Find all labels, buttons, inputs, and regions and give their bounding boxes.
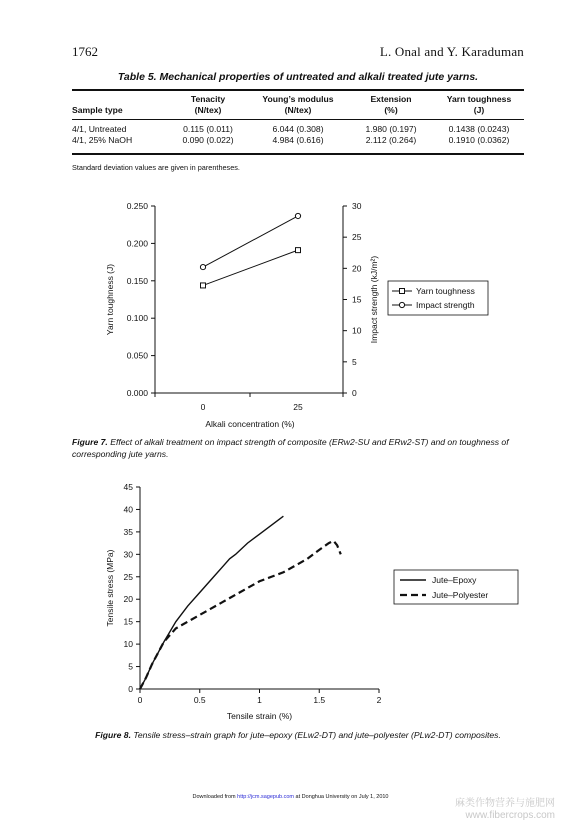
- table-cell: 4/1, Untreated: [72, 123, 127, 134]
- footer-link[interactable]: http://jcm.sagepub.com: [237, 794, 295, 800]
- column-header: Young’s modulus (N/tex): [262, 94, 334, 115]
- table-row: [72, 135, 524, 147]
- column-header: Yarn toughness (J): [446, 94, 512, 115]
- figure-7-caption-text: Effect of alkali treatment on impact strength of composite (ERw2-SU and ERw2-ST) and on toughness of corresponding jute yarns.: [72, 437, 509, 459]
- y-tick-label-right: 10: [352, 325, 362, 336]
- figure-7-label: Figure 7.: [72, 437, 108, 447]
- y-tick-label: 20: [123, 594, 133, 605]
- figure-8-label: Figure 8.: [95, 730, 131, 740]
- y-axis-label-right: Impact strength (kJ/m²): [369, 255, 379, 344]
- y-tick-label: 25: [123, 571, 133, 582]
- table-cell: 6.044 (0.308): [272, 123, 324, 134]
- y-tick-label: 10: [123, 639, 133, 650]
- table-bottom-rule: [72, 153, 524, 155]
- x-tick-label: 0.5: [193, 695, 206, 705]
- column-header: Extension (%): [370, 94, 412, 115]
- y-tick-label-left: 0.250: [126, 201, 148, 211]
- watermark: [455, 798, 555, 822]
- x-axis-label: Alkali concentration (%): [205, 419, 295, 429]
- series-line-yarn-toughness: [203, 250, 298, 285]
- running-header-authors: L. Onal and Y. Karaduman: [379, 44, 524, 59]
- x-tick-label: 0: [137, 695, 143, 705]
- x-tick-label: 25: [293, 402, 303, 412]
- table-cell: 0.1438 (0.0243): [448, 123, 510, 134]
- table-cell: 2.112 (0.264): [365, 135, 417, 146]
- series-line-impact-strength: [203, 216, 298, 267]
- data-point: [296, 248, 301, 253]
- data-point: [201, 283, 206, 288]
- figure-8-caption: [72, 729, 524, 741]
- data-point: [295, 213, 300, 218]
- x-tick-label: 1.5: [313, 695, 326, 705]
- figure-7-caption: [72, 436, 524, 460]
- y-tick-label-left: 0.200: [126, 238, 148, 249]
- x-tick-label: 1: [257, 695, 262, 705]
- table-cell: 0.115 (0.011): [183, 123, 233, 134]
- y-tick-label-right: 30: [352, 201, 362, 211]
- y-tick-label-left: 0.150: [126, 275, 148, 286]
- x-tick-label: 2: [376, 695, 382, 705]
- legend-label: Yarn toughness: [416, 286, 475, 296]
- watermark-line-2: www.fibercrops.com: [465, 810, 555, 821]
- series-line-jute-epoxy: [140, 516, 283, 689]
- figure-8-caption-text: Tensile stress–strain graph for jute–epoxy (ELw2-DT) and jute–polyester (PLw2-DT) composites.: [133, 730, 501, 740]
- data-point: [200, 264, 205, 269]
- column-header: Sample type: [72, 105, 123, 115]
- figure-8-chart: [0, 475, 581, 730]
- y-axis-label: Tensile stress (MPa): [105, 549, 115, 627]
- series-line-jute-polyester: [140, 541, 341, 689]
- footer-prefix: Downloaded from: [192, 794, 236, 800]
- y-axis-label-left: Yarn toughness (J): [105, 263, 115, 336]
- x-tick-label: 0: [200, 402, 206, 412]
- y-tick-label-right: 5: [352, 356, 357, 367]
- table-cell: 0.090 (0.022): [182, 135, 234, 146]
- y-tick-label-right: 15: [352, 294, 362, 305]
- table-note: Standard deviation values are given in parentheses.: [72, 163, 240, 172]
- properties-table: [72, 94, 524, 147]
- y-tick-label: 45: [123, 482, 133, 492]
- y-tick-label: 30: [123, 549, 133, 560]
- table-caption: Table 5. Mechanical properties of untreated and alkali treated jute yarns.: [117, 71, 479, 83]
- table-row: [72, 124, 524, 136]
- y-tick-label: 40: [123, 504, 133, 515]
- legend-marker: [399, 302, 404, 307]
- y-tick-label-right: 0: [352, 388, 357, 398]
- table-top-rule: [72, 89, 524, 91]
- figure-7-chart: [0, 190, 581, 435]
- legend-label: Impact strength: [416, 300, 475, 310]
- page-number: 1762: [72, 44, 98, 59]
- y-tick-label-left: 0.050: [126, 350, 148, 361]
- legend-marker: [400, 289, 405, 294]
- legend-label: Jute–Polyester: [432, 590, 489, 600]
- y-tick-label-right: 20: [352, 263, 362, 274]
- y-tick-label: 0: [128, 684, 133, 694]
- y-tick-label-left: 0.100: [126, 313, 148, 324]
- watermark-line-1: 麻类作物营养与施肥网: [455, 798, 555, 809]
- x-axis-label: Tensile strain (%): [226, 711, 293, 721]
- y-tick-label: 15: [123, 616, 133, 627]
- legend-label: Jute–Epoxy: [432, 575, 477, 585]
- table-mid-rule: [72, 119, 524, 120]
- table-cell: 0.1910 (0.0362): [448, 135, 510, 146]
- footer-suffix: at Donghua University on July 1, 2010: [295, 794, 389, 800]
- y-tick-label-right: 25: [352, 232, 362, 243]
- table-cell: 4.984 (0.616): [272, 135, 324, 146]
- y-tick-label: 5: [128, 661, 133, 672]
- y-tick-label-left: 0.000: [126, 388, 148, 398]
- y-tick-label: 35: [123, 526, 133, 537]
- table-cell: 1.980 (0.197): [365, 123, 417, 134]
- column-header: Tenacity (N/tex): [190, 94, 226, 115]
- table-header-row: [72, 94, 524, 118]
- table-cell: 4/1, 25% NaOH: [72, 135, 133, 146]
